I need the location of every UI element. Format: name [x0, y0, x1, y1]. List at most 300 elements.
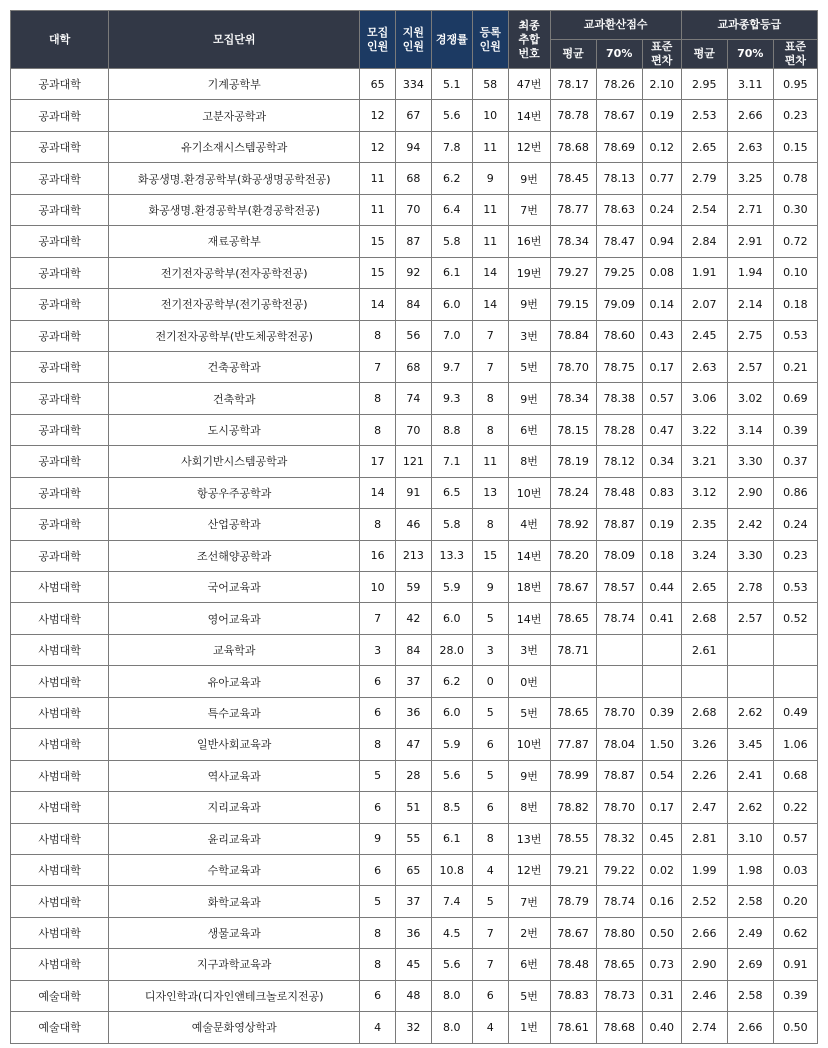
header-enrolled: 등록 인원 — [472, 11, 508, 69]
cell-ratio: 8.0 — [431, 1012, 472, 1043]
header-quota: 모집 인원 — [360, 11, 396, 69]
cell-converted-avg: 78.70 — [550, 351, 596, 382]
cell-converted-70 — [596, 666, 642, 697]
cell-converted-stddev: 0.24 — [642, 194, 681, 225]
cell-grade-stddev: 0.21 — [773, 351, 817, 382]
cell-converted-avg: 78.61 — [550, 1012, 596, 1043]
cell-applicants: 56 — [396, 320, 432, 351]
cell-enrolled: 11 — [472, 226, 508, 257]
cell-quota: 9 — [360, 823, 396, 854]
cell-enrolled: 8 — [472, 823, 508, 854]
cell-grade-stddev: 0.03 — [773, 854, 817, 885]
cell-final-rank: 5번 — [508, 980, 550, 1011]
cell-grade-avg: 2.81 — [681, 823, 727, 854]
cell-university: 사범대학 — [11, 917, 109, 948]
cell-final-rank: 0번 — [508, 666, 550, 697]
cell-converted-70: 78.57 — [596, 572, 642, 603]
cell-university: 예술대학 — [11, 1012, 109, 1043]
cell-unit: 화공생명.환경공학부(환경공학전공) — [109, 194, 360, 225]
cell-grade-avg: 2.68 — [681, 697, 727, 728]
cell-converted-70: 79.09 — [596, 289, 642, 320]
cell-enrolled: 9 — [472, 572, 508, 603]
cell-ratio: 6.1 — [431, 823, 472, 854]
cell-grade-stddev: 0.91 — [773, 949, 817, 980]
cell-grade-avg: 2.61 — [681, 634, 727, 665]
cell-ratio: 10.8 — [431, 854, 472, 885]
cell-final-rank: 14번 — [508, 540, 550, 571]
cell-converted-70: 78.73 — [596, 980, 642, 1011]
cell-converted-avg: 78.15 — [550, 414, 596, 445]
cell-grade-avg: 2.90 — [681, 949, 727, 980]
cell-converted-stddev: 1.50 — [642, 729, 681, 760]
cell-unit: 사회기반시스템공학과 — [109, 446, 360, 477]
cell-unit: 항공우주공학과 — [109, 477, 360, 508]
cell-applicants: 36 — [396, 917, 432, 948]
cell-converted-avg: 78.55 — [550, 823, 596, 854]
cell-applicants: 28 — [396, 760, 432, 791]
cell-converted-stddev: 0.57 — [642, 383, 681, 414]
cell-unit: 전기전자공학부(전자공학전공) — [109, 257, 360, 288]
cell-converted-stddev: 2.10 — [642, 69, 681, 100]
table-row — [11, 194, 818, 225]
cell-grade-stddev: 0.20 — [773, 886, 817, 917]
cell-quota: 3 — [360, 634, 396, 665]
cell-converted-stddev: 0.47 — [642, 414, 681, 445]
cell-grade-stddev: 0.53 — [773, 320, 817, 351]
cell-converted-avg: 78.65 — [550, 603, 596, 634]
cell-unit: 지리교육과 — [109, 792, 360, 823]
cell-quota: 5 — [360, 760, 396, 791]
cell-grade-70: 3.14 — [727, 414, 773, 445]
table-row — [11, 131, 818, 162]
cell-unit: 지구과학교육과 — [109, 949, 360, 980]
cell-grade-avg: 2.66 — [681, 917, 727, 948]
cell-grade-stddev: 0.49 — [773, 697, 817, 728]
cell-converted-avg — [550, 666, 596, 697]
cell-applicants: 70 — [396, 414, 432, 445]
cell-unit: 예술문화영상학과 — [109, 1012, 360, 1043]
table-row — [11, 289, 818, 320]
cell-ratio: 6.5 — [431, 477, 472, 508]
header-university: 대학 — [11, 11, 109, 69]
cell-grade-70: 2.42 — [727, 509, 773, 540]
table-row — [11, 351, 818, 382]
cell-ratio: 6.2 — [431, 666, 472, 697]
cell-unit: 윤리교육과 — [109, 823, 360, 854]
cell-university: 사범대학 — [11, 697, 109, 728]
cell-grade-avg: 3.22 — [681, 414, 727, 445]
cell-university: 공과대학 — [11, 257, 109, 288]
cell-university: 사범대학 — [11, 634, 109, 665]
cell-converted-avg: 78.48 — [550, 949, 596, 980]
table-row — [11, 792, 818, 823]
cell-university: 공과대학 — [11, 69, 109, 100]
cell-converted-70: 78.04 — [596, 729, 642, 760]
cell-ratio: 6.2 — [431, 163, 472, 194]
cell-converted-stddev: 0.17 — [642, 351, 681, 382]
cell-grade-70 — [727, 666, 773, 697]
cell-enrolled: 0 — [472, 666, 508, 697]
cell-university: 사범대학 — [11, 603, 109, 634]
cell-quota: 8 — [360, 320, 396, 351]
cell-converted-avg: 78.82 — [550, 792, 596, 823]
header-grade-group: 교과종합등급 — [681, 11, 817, 40]
cell-quota: 11 — [360, 163, 396, 194]
cell-enrolled: 5 — [472, 760, 508, 791]
cell-ratio: 5.6 — [431, 100, 472, 131]
table-row — [11, 572, 818, 603]
cell-converted-avg: 79.21 — [550, 854, 596, 885]
cell-final-rank: 9번 — [508, 760, 550, 791]
cell-ratio: 8.8 — [431, 414, 472, 445]
cell-converted-70: 79.22 — [596, 854, 642, 885]
cell-ratio: 5.1 — [431, 69, 472, 100]
cell-grade-stddev: 0.15 — [773, 131, 817, 162]
table-row — [11, 886, 818, 917]
cell-quota: 15 — [360, 226, 396, 257]
header-unit: 모집단위 — [109, 11, 360, 69]
cell-grade-70: 3.45 — [727, 729, 773, 760]
cell-grade-stddev: 0.39 — [773, 414, 817, 445]
cell-enrolled: 10 — [472, 100, 508, 131]
cell-applicants: 37 — [396, 886, 432, 917]
cell-grade-avg: 2.47 — [681, 792, 727, 823]
cell-unit: 도시공학과 — [109, 414, 360, 445]
cell-converted-stddev — [642, 634, 681, 665]
cell-converted-stddev: 0.34 — [642, 446, 681, 477]
cell-applicants: 59 — [396, 572, 432, 603]
cell-grade-avg: 3.06 — [681, 383, 727, 414]
table-row — [11, 69, 818, 100]
cell-ratio: 7.8 — [431, 131, 472, 162]
cell-applicants: 36 — [396, 697, 432, 728]
cell-unit: 역사교육과 — [109, 760, 360, 791]
cell-enrolled: 11 — [472, 194, 508, 225]
cell-enrolled: 7 — [472, 351, 508, 382]
cell-converted-stddev — [642, 666, 681, 697]
cell-enrolled: 14 — [472, 257, 508, 288]
cell-enrolled: 9 — [472, 163, 508, 194]
cell-grade-stddev: 1.06 — [773, 729, 817, 760]
table-row — [11, 854, 818, 885]
cell-grade-stddev: 0.69 — [773, 383, 817, 414]
cell-enrolled: 13 — [472, 477, 508, 508]
cell-applicants: 65 — [396, 854, 432, 885]
cell-grade-70: 3.11 — [727, 69, 773, 100]
header-grade-70: 70% — [727, 40, 773, 69]
cell-final-rank: 8번 — [508, 792, 550, 823]
cell-grade-stddev: 0.68 — [773, 760, 817, 791]
cell-converted-stddev: 0.18 — [642, 540, 681, 571]
cell-final-rank: 6번 — [508, 949, 550, 980]
cell-grade-70: 1.94 — [727, 257, 773, 288]
table-row — [11, 383, 818, 414]
cell-unit: 화공생명.환경공학부(화공생명공학전공) — [109, 163, 360, 194]
cell-quota: 14 — [360, 289, 396, 320]
cell-grade-stddev: 0.30 — [773, 194, 817, 225]
cell-university: 사범대학 — [11, 854, 109, 885]
cell-quota: 16 — [360, 540, 396, 571]
cell-ratio: 7.4 — [431, 886, 472, 917]
cell-applicants: 68 — [396, 351, 432, 382]
cell-university: 공과대학 — [11, 194, 109, 225]
cell-ratio: 5.6 — [431, 760, 472, 791]
cell-converted-stddev: 0.17 — [642, 792, 681, 823]
cell-unit: 영어교육과 — [109, 603, 360, 634]
cell-converted-avg: 78.19 — [550, 446, 596, 477]
cell-converted-avg: 78.79 — [550, 886, 596, 917]
cell-grade-70: 3.02 — [727, 383, 773, 414]
cell-converted-stddev: 0.77 — [642, 163, 681, 194]
cell-quota: 8 — [360, 414, 396, 445]
cell-final-rank: 16번 — [508, 226, 550, 257]
table-row — [11, 634, 818, 665]
cell-converted-avg: 78.92 — [550, 509, 596, 540]
table-row — [11, 729, 818, 760]
cell-ratio: 9.3 — [431, 383, 472, 414]
cell-converted-stddev: 0.12 — [642, 131, 681, 162]
cell-quota: 6 — [360, 980, 396, 1011]
cell-final-rank: 3번 — [508, 320, 550, 351]
admissions-table — [10, 10, 818, 1044]
cell-ratio: 9.7 — [431, 351, 472, 382]
cell-unit: 전기전자공학부(반도체공학전공) — [109, 320, 360, 351]
cell-university: 공과대학 — [11, 414, 109, 445]
cell-converted-70: 78.26 — [596, 69, 642, 100]
cell-converted-avg: 78.68 — [550, 131, 596, 162]
cell-converted-stddev: 0.16 — [642, 886, 681, 917]
cell-grade-stddev: 0.18 — [773, 289, 817, 320]
cell-applicants: 74 — [396, 383, 432, 414]
cell-final-rank: 19번 — [508, 257, 550, 288]
cell-converted-stddev: 0.41 — [642, 603, 681, 634]
cell-quota: 8 — [360, 949, 396, 980]
cell-applicants: 213 — [396, 540, 432, 571]
cell-grade-70: 2.58 — [727, 980, 773, 1011]
cell-final-rank: 6번 — [508, 414, 550, 445]
table-row — [11, 100, 818, 131]
cell-final-rank: 5번 — [508, 697, 550, 728]
cell-grade-70: 2.62 — [727, 697, 773, 728]
cell-final-rank: 9번 — [508, 163, 550, 194]
cell-grade-avg — [681, 666, 727, 697]
cell-unit: 조선해양공학과 — [109, 540, 360, 571]
cell-quota: 6 — [360, 666, 396, 697]
cell-applicants: 47 — [396, 729, 432, 760]
cell-quota: 17 — [360, 446, 396, 477]
cell-converted-70: 78.38 — [596, 383, 642, 414]
cell-converted-avg: 78.77 — [550, 194, 596, 225]
cell-grade-avg: 3.12 — [681, 477, 727, 508]
cell-converted-70: 78.87 — [596, 509, 642, 540]
cell-ratio: 8.5 — [431, 792, 472, 823]
cell-university: 공과대학 — [11, 509, 109, 540]
cell-final-rank: 3번 — [508, 634, 550, 665]
cell-ratio: 5.8 — [431, 226, 472, 257]
cell-quota: 10 — [360, 572, 396, 603]
header-converted-score-group: 교과환산점수 — [550, 11, 681, 40]
table-row — [11, 1012, 818, 1043]
cell-grade-70: 2.41 — [727, 760, 773, 791]
cell-grade-70: 2.14 — [727, 289, 773, 320]
cell-converted-stddev: 0.19 — [642, 100, 681, 131]
table-row — [11, 226, 818, 257]
cell-grade-stddev: 0.57 — [773, 823, 817, 854]
cell-quota: 12 — [360, 131, 396, 162]
cell-grade-stddev: 0.95 — [773, 69, 817, 100]
cell-grade-stddev: 0.23 — [773, 540, 817, 571]
cell-grade-70: 2.63 — [727, 131, 773, 162]
cell-final-rank: 18번 — [508, 572, 550, 603]
cell-converted-70: 78.60 — [596, 320, 642, 351]
cell-enrolled: 7 — [472, 320, 508, 351]
cell-grade-avg: 3.21 — [681, 446, 727, 477]
cell-grade-70: 2.58 — [727, 886, 773, 917]
cell-unit: 생물교육과 — [109, 917, 360, 948]
cell-quota: 5 — [360, 886, 396, 917]
cell-ratio: 13.3 — [431, 540, 472, 571]
cell-converted-70: 78.74 — [596, 603, 642, 634]
cell-grade-avg: 3.26 — [681, 729, 727, 760]
cell-converted-70: 78.09 — [596, 540, 642, 571]
table-row — [11, 666, 818, 697]
cell-grade-avg: 1.99 — [681, 854, 727, 885]
cell-converted-avg: 79.27 — [550, 257, 596, 288]
cell-applicants: 91 — [396, 477, 432, 508]
cell-grade-stddev: 0.37 — [773, 446, 817, 477]
cell-unit: 화학교육과 — [109, 886, 360, 917]
cell-applicants: 37 — [396, 666, 432, 697]
cell-converted-avg: 78.84 — [550, 320, 596, 351]
cell-converted-70: 78.75 — [596, 351, 642, 382]
cell-final-rank: 10번 — [508, 477, 550, 508]
cell-converted-stddev: 0.73 — [642, 949, 681, 980]
cell-ratio: 6.0 — [431, 603, 472, 634]
table-row — [11, 760, 818, 791]
table-row — [11, 603, 818, 634]
table-row — [11, 980, 818, 1011]
cell-converted-70: 78.69 — [596, 131, 642, 162]
cell-grade-70: 2.66 — [727, 1012, 773, 1043]
cell-final-rank: 1번 — [508, 1012, 550, 1043]
table-row — [11, 257, 818, 288]
table-row — [11, 446, 818, 477]
cell-grade-stddev — [773, 634, 817, 665]
cell-enrolled: 8 — [472, 383, 508, 414]
cell-university: 공과대학 — [11, 320, 109, 351]
cell-applicants: 84 — [396, 634, 432, 665]
cell-enrolled: 3 — [472, 634, 508, 665]
cell-final-rank: 7번 — [508, 886, 550, 917]
cell-ratio: 4.5 — [431, 917, 472, 948]
cell-ratio: 5.6 — [431, 949, 472, 980]
cell-quota: 6 — [360, 792, 396, 823]
cell-unit: 유기소재시스템공학과 — [109, 131, 360, 162]
cell-converted-stddev: 0.54 — [642, 760, 681, 791]
cell-grade-stddev: 0.86 — [773, 477, 817, 508]
cell-grade-70: 3.30 — [727, 446, 773, 477]
cell-converted-stddev: 0.94 — [642, 226, 681, 257]
cell-unit: 고분자공학과 — [109, 100, 360, 131]
cell-converted-70: 78.12 — [596, 446, 642, 477]
cell-converted-avg: 78.65 — [550, 697, 596, 728]
cell-university: 사범대학 — [11, 886, 109, 917]
header-converted-avg: 평균 — [550, 40, 596, 69]
cell-quota: 8 — [360, 509, 396, 540]
cell-unit: 재료공학부 — [109, 226, 360, 257]
cell-quota: 8 — [360, 383, 396, 414]
cell-quota: 6 — [360, 697, 396, 728]
cell-converted-70: 78.74 — [596, 886, 642, 917]
header-converted-stddev: 표준 편차 — [642, 40, 681, 69]
cell-grade-avg: 2.65 — [681, 572, 727, 603]
table-row — [11, 320, 818, 351]
cell-converted-70: 78.28 — [596, 414, 642, 445]
cell-converted-avg: 78.45 — [550, 163, 596, 194]
cell-quota: 6 — [360, 854, 396, 885]
cell-enrolled: 7 — [472, 917, 508, 948]
header-grade-stddev: 표준 편차 — [773, 40, 817, 69]
cell-grade-70: 3.25 — [727, 163, 773, 194]
cell-final-rank: 12번 — [508, 131, 550, 162]
cell-ratio: 6.0 — [431, 289, 472, 320]
cell-grade-avg: 2.54 — [681, 194, 727, 225]
cell-converted-stddev: 0.45 — [642, 823, 681, 854]
cell-applicants: 87 — [396, 226, 432, 257]
table-row — [11, 823, 818, 854]
cell-unit: 수학교육과 — [109, 854, 360, 885]
cell-grade-avg: 2.53 — [681, 100, 727, 131]
cell-final-rank: 9번 — [508, 383, 550, 414]
cell-grade-70: 2.71 — [727, 194, 773, 225]
cell-converted-70: 78.48 — [596, 477, 642, 508]
cell-enrolled: 11 — [472, 446, 508, 477]
cell-applicants: 45 — [396, 949, 432, 980]
cell-university: 사범대학 — [11, 572, 109, 603]
cell-unit: 일반사회교육과 — [109, 729, 360, 760]
cell-converted-stddev: 0.83 — [642, 477, 681, 508]
cell-converted-stddev: 0.02 — [642, 854, 681, 885]
cell-enrolled: 5 — [472, 603, 508, 634]
cell-converted-stddev: 0.08 — [642, 257, 681, 288]
cell-final-rank: 14번 — [508, 603, 550, 634]
table-row — [11, 477, 818, 508]
cell-converted-stddev: 0.44 — [642, 572, 681, 603]
cell-converted-70: 78.47 — [596, 226, 642, 257]
cell-grade-avg: 2.79 — [681, 163, 727, 194]
cell-enrolled: 11 — [472, 131, 508, 162]
cell-converted-70: 78.13 — [596, 163, 642, 194]
cell-university: 사범대학 — [11, 949, 109, 980]
cell-grade-70: 2.49 — [727, 917, 773, 948]
cell-converted-avg: 78.24 — [550, 477, 596, 508]
cell-converted-70: 78.67 — [596, 100, 642, 131]
cell-unit: 산업공학과 — [109, 509, 360, 540]
header-applicants: 지원 인원 — [396, 11, 432, 69]
cell-grade-70: 2.57 — [727, 603, 773, 634]
header-grade-avg: 평균 — [681, 40, 727, 69]
cell-applicants: 46 — [396, 509, 432, 540]
cell-converted-70: 78.63 — [596, 194, 642, 225]
cell-university: 공과대학 — [11, 477, 109, 508]
cell-unit: 기계공학부 — [109, 69, 360, 100]
cell-applicants: 92 — [396, 257, 432, 288]
cell-converted-70: 78.70 — [596, 697, 642, 728]
cell-converted-avg: 78.34 — [550, 226, 596, 257]
cell-applicants: 121 — [396, 446, 432, 477]
cell-applicants: 84 — [396, 289, 432, 320]
cell-grade-avg: 2.07 — [681, 289, 727, 320]
